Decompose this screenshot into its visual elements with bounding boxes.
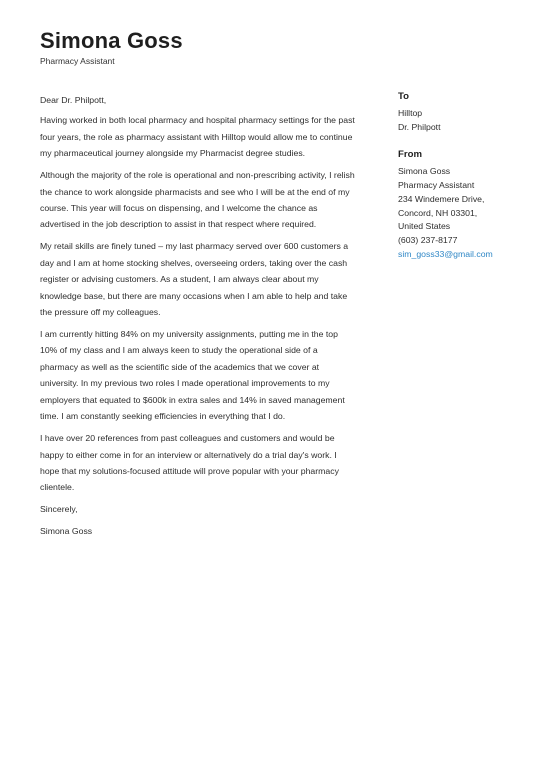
letter-paragraph: I have over 20 references from past colleagues and customers and would be happy to either come in for an interview or alternatively do a trial day's work. I hope that my solutions-focused attitude will prove popular with your pharmacy clientele.: [40, 433, 339, 493]
letter-paragraph: Although the majority of the role is operational and non-prescribing activity, I relish the chance to work alongside pharmacists and see who I will be at the end of my course. This year will focus on dispensing, and I welcome the chance as advertised in the job description to assist in that respect where required.: [40, 170, 355, 230]
letter-paragraph: Having worked in both local pharmacy and hospital pharmacy settings for the past four years, the role as pharmacy assistant with Hilltop would allow me to continue my pharmaceutical journey alongside my Pharmacist degree studies.: [40, 115, 355, 159]
sender-email-link[interactable]: sim_goss33@gmail.com: [398, 248, 493, 259]
resume-header: [40, 28, 183, 67]
from-heading: From: [398, 149, 422, 161]
to-heading: To: [398, 91, 410, 102]
salutation: Dear Dr. Philpott,: [40, 95, 107, 105]
sender-street: 234 Windemere Drive,: [398, 193, 485, 204]
sender-job-title: Pharmacy Assistant: [40, 56, 115, 66]
sender-city: Concord, NH 03301,: [398, 207, 478, 218]
sender-block-title: Pharmacy Assistant: [398, 180, 475, 191]
sender-country: United States: [398, 221, 451, 232]
letter-paragraph: My retail skills are finely tuned – my last pharmacy served over 600 customers a day and I am at home stocking shelves, overseeing orders, taking over the cash register or advising customers. As a student, I am always clear about my knowledge base, but there are many occasions when I am able to help and take the pressure off my colleagues.: [40, 241, 349, 318]
signature: Simona Goss: [40, 526, 93, 537]
contact-sidebar: [398, 90, 538, 275]
sender-block: [398, 148, 538, 261]
letter-paragraph: I am currently hitting 84% on my university assignments, putting me in the top 10% of my class and I am always keen to study the operational side of a pharmacy as well as the scientific side of the academics that we cover at university. In my previous two roles I made operational improvements to my employers that equated to $600k in extra sales and 14% in saved management time. I am constantly seeking efficiencies in everything that I do.: [40, 329, 345, 422]
closing: Sincerely,: [40, 504, 78, 515]
sender-name: Simona Goss: [40, 28, 183, 53]
letter-body: [40, 92, 356, 545]
recipient-name: Dr. Philpott: [398, 121, 441, 132]
recipient-company: Hilltop: [398, 108, 423, 118]
sender-block-name: Simona Goss: [398, 166, 451, 177]
sender-phone: (603) 237-8177: [398, 234, 458, 245]
recipient-block: [398, 90, 538, 134]
